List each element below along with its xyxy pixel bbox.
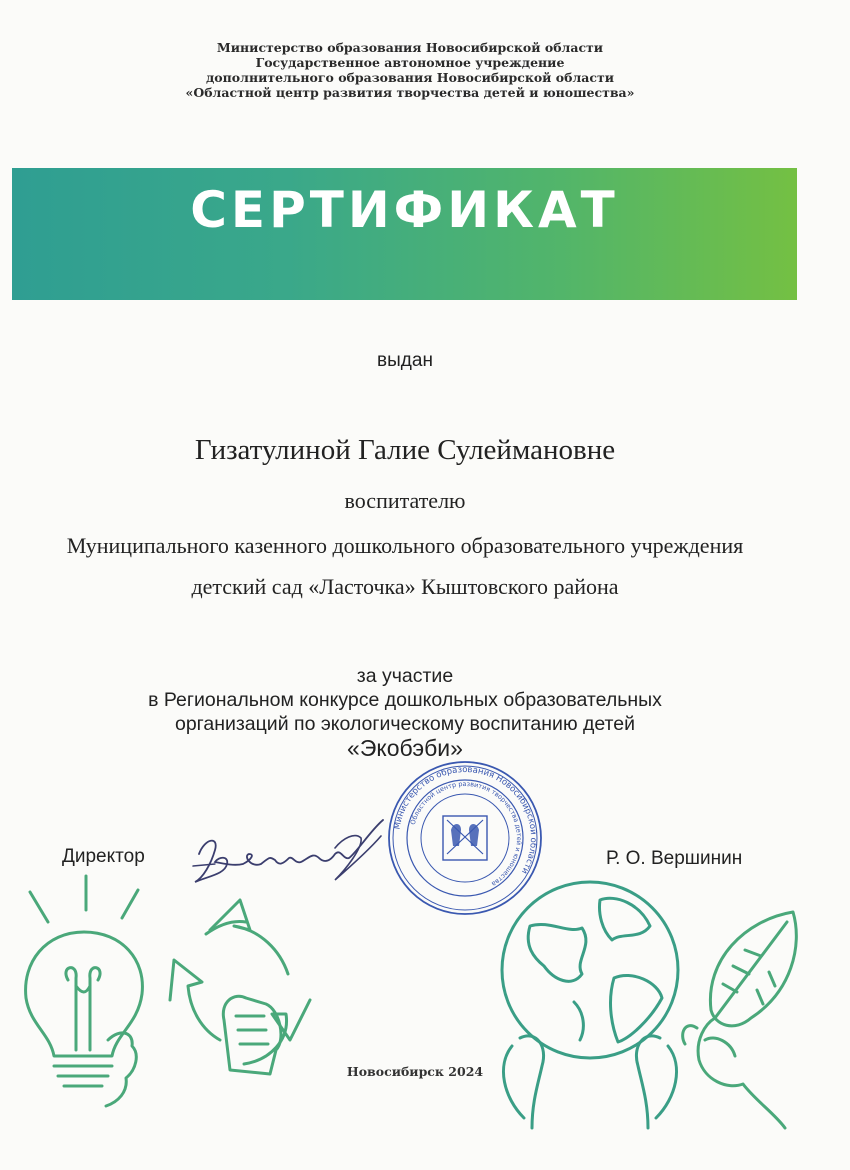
issuer-line-1: Министерство образования Новосибирской области xyxy=(216,40,604,55)
reason-line-3: организаций по экологическому воспитанию детей xyxy=(174,713,636,735)
reason-line-1: за участие xyxy=(356,665,454,687)
title-banner xyxy=(12,168,797,300)
city-year: Новосибирск 2024 xyxy=(346,1064,484,1079)
recipient-position: воспитателю xyxy=(344,488,466,513)
issuer-line-3: дополнительного образования Новосибирской области xyxy=(205,70,615,85)
contest-name: «Экобэби» xyxy=(347,735,463,761)
issuer-line-4: «Областной центр развития творчества детей и юношества» xyxy=(185,85,635,100)
director-label: Директор xyxy=(62,846,145,867)
recipient-name: Гизатулиной Галие Сулеймановне xyxy=(194,434,616,466)
recipient-org-line-1: Муниципального казенного дошкольного образовательного учреждения xyxy=(66,533,744,558)
reason-line-2: в Региональном конкурсе дошкольных образовательных xyxy=(148,689,662,711)
director-signature xyxy=(185,808,395,898)
globe-icon xyxy=(490,870,690,1130)
certificate-title: СЕРТИФИКАТ xyxy=(190,181,619,239)
award-reason xyxy=(0,664,810,760)
recipient-org-line-2: детский сад «Ласточка» Кыштовского района xyxy=(191,574,619,599)
issuer-header xyxy=(0,40,820,100)
director-name: Р. О. Вершинин xyxy=(606,848,743,869)
stamp-inner-text: Областной центр развития творчества детей и юношества xyxy=(408,779,524,889)
issuer-line-2: Государственное автономное учреждение xyxy=(255,55,565,70)
issued-label: выдан xyxy=(377,350,433,371)
stamp-outer-text: Министерство образования Новосибирской области xyxy=(392,764,539,876)
leaf-icon xyxy=(675,900,825,1130)
